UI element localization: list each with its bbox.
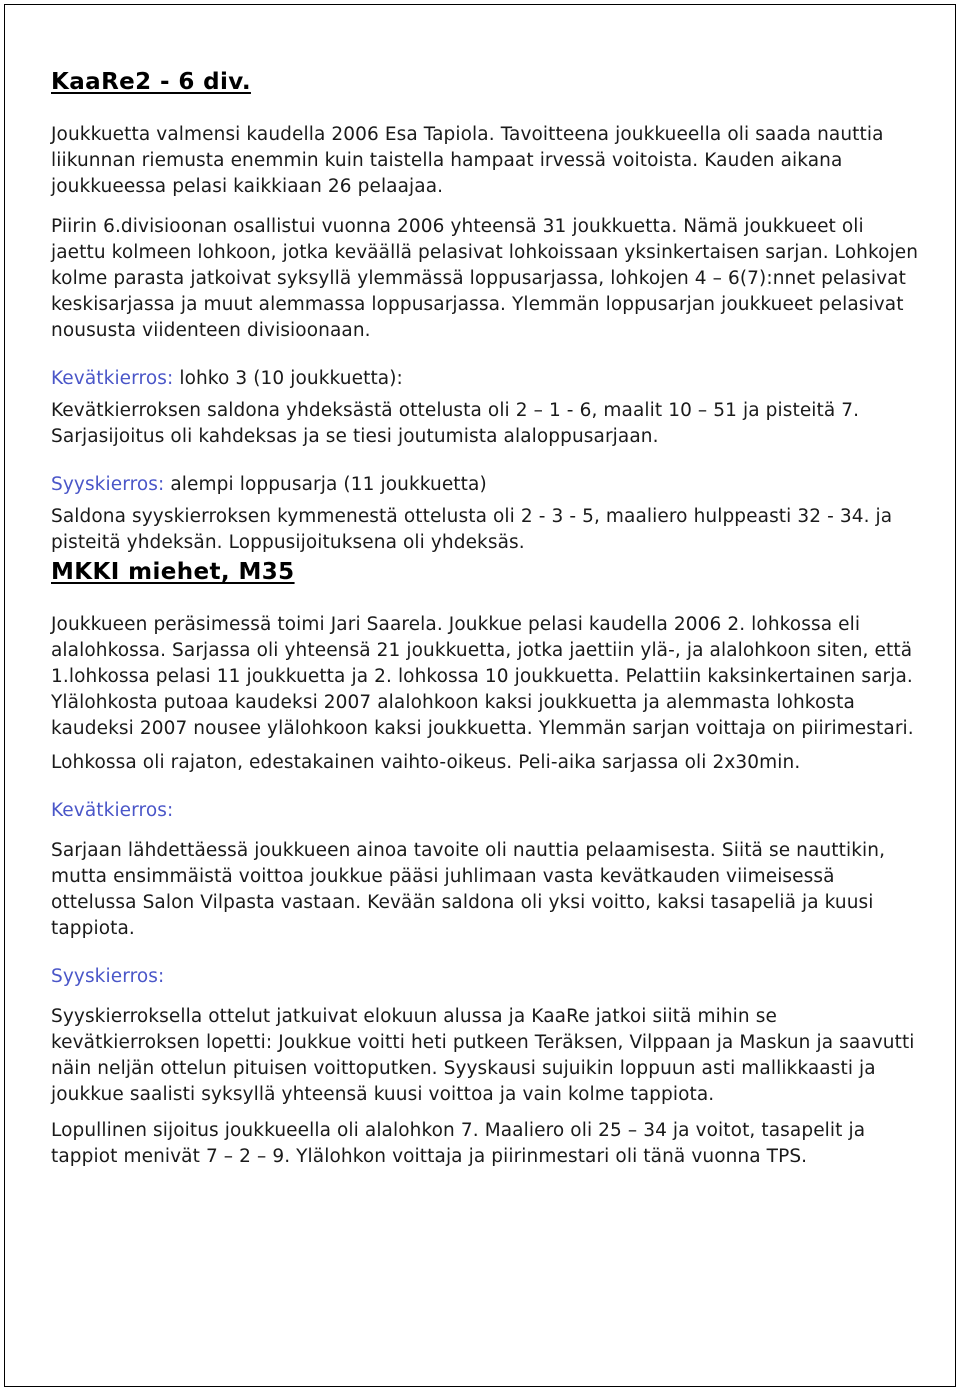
- mkki-final-paragraph: Lopullinen sijoitus joukkueella oli alalohkon 7. Maaliero oli 25 – 34 ja voitot, tasapelit ja tappiot menivät 7 – 2 – 9. Ylälohkon voittaja ja piirinmestari oli tänä vuonna TPS.: [51, 1120, 866, 1167]
- kaare2-spring-paragraph: Kevätkierroksen saldona yhdeksästä ottelusta oli 2 – 1 - 6, maalit 10 – 51 ja pisteitä 7. Sarjasijoitus oli kahdeksas ja se tiesi joutumista alaloppusarjaan.: [51, 400, 860, 447]
- kaare2-autumn-label: Syyskierros:: [51, 474, 165, 495]
- document-body: [51, 66, 921, 1170]
- section-title-mkki: MKKI miehet, M35: [51, 559, 295, 585]
- kaare2-spring-group: lohko 3 (10 joukkuetta):: [173, 368, 403, 389]
- section-title-kaare2: KaaRe2 - 6 div.: [51, 69, 251, 95]
- mkki-autumn-paragraph: Syyskierroksella ottelut jatkuivat elokuun alussa ja KaaRe jatkoi siitä mihin se kevätkierroksen lopetti: Joukkue voitti heti putkeen Teräksen, Vilppaan ja Maskun ja saavutti näin neljän ottelun pituisen voittoputken. Syyskausi sujuikin loppuun asti mallikkaasti ja joukkue saalisti syksyllä yhteensä kuusi voittoa ja vain kolme tappiota.: [51, 1006, 915, 1105]
- mkki-rules-paragraph: Lohkossa oli rajaton, edestakainen vaihto-oikeus. Peli-aika sarjassa oli 2x30min.: [51, 752, 801, 773]
- kaare2-background-paragraph: Piirin 6.divisioonan osallistui vuonna 2006 yhteensä 31 joukkuetta. Nämä joukkueet oli jaettu kolmeen lohkoon, jotka keväällä pelasivat lohkoissaan yksinkertaisen sarjan. Lohkojen kolme parasta jatkoivat syksyllä ylemmässä loppusarjassa, lohkojen 4 – 6(7):nnet pelasivat keskisarjassa ja muut alemmassa loppusarjassa. Ylemmän loppusarjan joukkueet pelasivat noususta viidenteen divisioonaan.: [51, 216, 919, 341]
- mkki-intro-paragraph: Joukkueen peräsimessä toimi Jari Saarela. Joukkue pelasi kaudella 2006 2. lohkossa eli alalohkossa. Sarjassa oli yhteensä 21 joukkuetta, jotka jaettiin ylä-, ja alalohkoon siten, että 1.lohkossa pelasi 11 joukkuetta ja 2. lohkossa 10 joukkuetta. Pelattiin kaksinkertainen sarja. Ylälohkosta putoaa kaudeksi 2007 alalohkoon kaksi joukkuetta ja alemmasta lohkosta kaudeksi 2007 nousee ylälohkoon kaksi joukkuetta. Ylemmän sarjan voittaja on piirimestari.: [51, 614, 914, 739]
- kaare2-spring-heading: [51, 366, 921, 392]
- mkki-spring-heading: Kevätkierros:: [51, 800, 174, 821]
- mkki-spring-paragraph: Sarjaan lähdettäessä joukkueen ainoa tavoite oli nauttia pelaamisesta. Siitä se nauttikin, mutta ensimmäistä voittoa joukkue pääsi juhlimaan vasta kevätkauden viimeisessä ottelussa Salon Vilpasta vastaan. Kevään saldona oli yksi voitto, kaksi tasapeliä ja kuusi tappiota.: [51, 840, 886, 939]
- kaare2-autumn-group: alempi loppusarja (11 joukkuetta): [164, 474, 487, 495]
- kaare2-autumn-paragraph: Saldona syyskierroksen kymmenestä ottelusta oli 2 - 3 - 5, maaliero hulppeasti 32 - 34. ja pisteitä yhdeksän. Loppusijoituksena oli yhdeksäs.: [51, 506, 893, 553]
- kaare2-autumn-heading: [51, 472, 921, 498]
- mkki-autumn-heading: Syyskierros:: [51, 966, 165, 987]
- kaare2-spring-label: Kevätkierros:: [51, 368, 174, 389]
- kaare2-intro-paragraph: Joukkuetta valmensi kaudella 2006 Esa Tapiola. Tavoitteena joukkueella oli saada nauttia liikunnan riemusta enemmin kuin taistella hampaat irvessä voitoista. Kauden aikana joukkueessa pelasi kaikkiaan 26 pelaajaa.: [51, 124, 884, 197]
